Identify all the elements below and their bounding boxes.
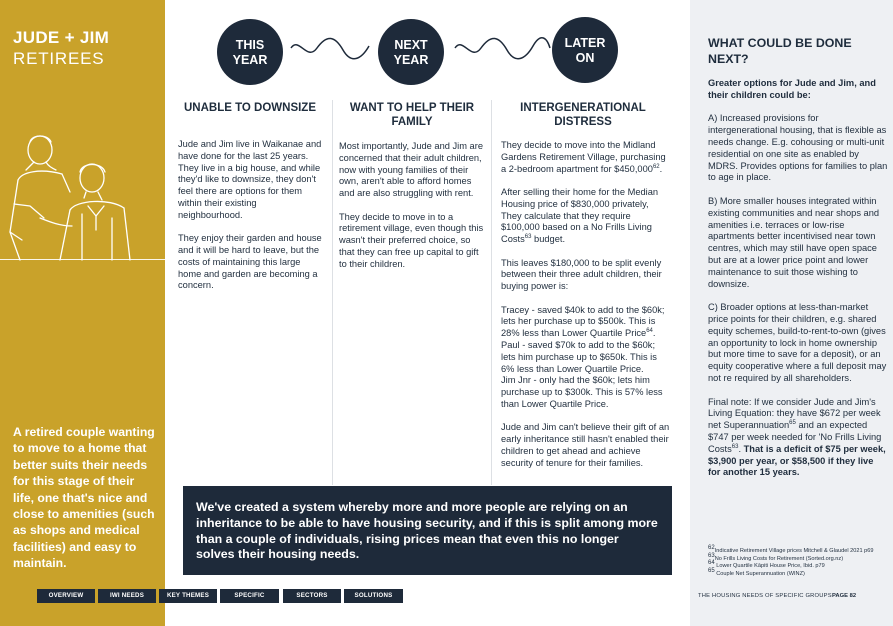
- column-divider: [491, 100, 492, 485]
- column-heading-unable-to-downsize: UNABLE TO DOWNSIZE: [183, 102, 317, 114]
- squiggle-connector-1: [291, 38, 369, 58]
- page-number: PAGE 82: [832, 593, 857, 599]
- squiggle-connector-2: [455, 38, 550, 59]
- persona-name: JUDE + JIM: [13, 28, 110, 47]
- nav-overview[interactable]: OVERVIEW: [37, 589, 95, 603]
- footnote: $^{63}$No Frills Living Costs for Retirement (Sorted.org.nz): [708, 552, 844, 562]
- timeline-label-later-on: LATER ON: [564, 36, 606, 65]
- footnote: $^{65}$ Couple Net Superannuation (WINZ): [708, 568, 805, 578]
- nav-solutions[interactable]: SOLUTIONS: [344, 589, 403, 603]
- key-insight-banner: We've created a system whereby more and more people are relying on an inheritance to be able to have housing security, and if this is split among more than a couple of individuals, rising prices mean that even this no longer solves their housing needs.: [183, 486, 672, 575]
- nav-sectors[interactable]: SECTORS: [283, 589, 341, 603]
- column-body-this-year: Jude and Jim live in Waikanae and have done for the last 25 years. They live in a big house, and while they'd like to downsize, they don't feel there are options for them within their existing neighbourhood. They enjoy their garden and house and it will be hard to leave, but the costs of maintaining this large home and garden are becoming a concern.: [178, 139, 322, 291]
- what-next-body: Greater options for Jude and Jim, and their children could be: A) Increased provisions for intergenerational housing, that is flexible as needs change. E.g. cohousing or multi-unit residential on one site as enabled by MDRS. Provides options for families to plan to age in place. B) More smaller houses integrated within existing communities and near shops and amenities i.e. terraces or low-rise apartments better incentivised near town centres, which may still have open space but are at a lower price point and lower maintenance to suit those wishing to downsize. C) Broader options at less-than-market price points for their children, e.g. shared equity schemes, build-to-rent-to-own (gives an opportunity to lock in home ownership but more time to save for a deposit), or an equity cooperative where a full deposit may not re required by all shareholders. Final note: If we consider Jude and Jim's Living Equation: they have $672 per week net Superannuation$^{65}$ and an expected $747 per week needed for 'No Frills Living Costs$^{63}$. That is a deficit of $75 per week, $3,900 per year, or $58,500 if they live for another 15 years.: [708, 78, 888, 478]
- illustration-baseline: [0, 259, 165, 260]
- column-body-next-year: Most importantly, Jude and Jim are concerned that their adult children, now with young families of their own, aren't able to afford homes and are also struggling with rent. They decide to move in to a retirement village, even though this wasn't their preferred choice, so that they can free up capital to gift to their children.: [339, 141, 484, 269]
- column-body-later-on: They decide to move into the Midland Gardens Retirement Village, purchasing a 2-bedroom apartment for $450,000$^{62}$. After selling their home for the Median Housing price of $830,000 privately, They calculate that they require $100,000 based on a No Frills Living Costs$^{63}$ budget. This leaves $180,000 to be split evenly between their three adult children, their buying power is: Tracey - saved $40k to add to the $60k; lets her purchase up to $500k. This is 28% less than Lower Quartile Price$^{64}$. Paul - saved $70k to add to the $60k; lets him purchase up to $650k. This is 6% less than Lower Quartile Price. Jim Jnr - only had the $60k; lets him purchase up to $300k. This is 57% less than Lower Quartile Price. Jude and Jim can't believe their gift of an early inheritance still hasn't enabled their children to get ahead and achieve security of tenure for their families.: [501, 140, 670, 468]
- what-next-heading: WHAT COULD BE DONE NEXT?: [708, 36, 852, 66]
- column-heading-intergenerational-distress: INTERGENERATIONAL DISTRESS: [520, 102, 646, 128]
- nav-iwi-needs[interactable]: IWI NEEDS: [98, 589, 156, 603]
- column-divider: [332, 100, 333, 485]
- timeline-label-this-year: THIS YEAR: [232, 38, 268, 67]
- right-panel: [690, 0, 893, 626]
- nav-key-themes[interactable]: KEY THEMES: [159, 589, 217, 603]
- persona-type: RETIREES: [13, 49, 105, 68]
- column-heading-want-to-help-family: WANT TO HELP THEIR FAMILY: [349, 102, 475, 128]
- couple-line-illustration: [0, 122, 165, 262]
- document-footer-title: THE HOUSING NEEDS OF SPECIFIC GROUPS: [698, 593, 832, 599]
- footnote: $^{64}$ Lower Quartile Kāpiti House Price, Ibid. p79: [708, 560, 825, 570]
- footnote: $^{62}$Indicative Retirement Village prices Mitchell & Glaudel 2021 p69: [708, 545, 874, 554]
- footnotes: [708, 545, 888, 579]
- persona-summary-quote: A retired couple wanting to move to a home that better suits their needs for this stage of their life, one that's nice and close to amenities (such as shops and medical facilities) and easy to maintain.: [13, 425, 155, 571]
- timeline-label-next-year: NEXT YEAR: [393, 38, 429, 67]
- nav-specific-groups[interactable]: SPECIFIC GROUPS: [220, 589, 279, 603]
- left-panel: [0, 0, 165, 626]
